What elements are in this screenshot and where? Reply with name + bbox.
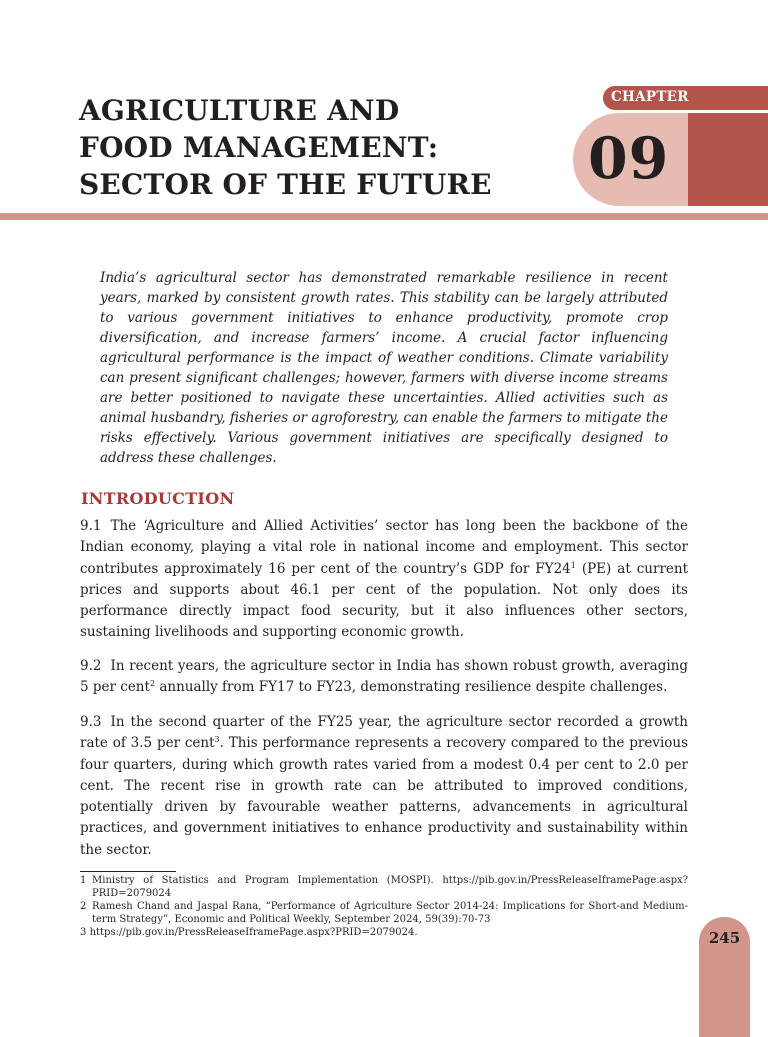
chapter-abstract: India’s agricultural sector has demonstrated remarkable resilience in recent years, marked by consistent growth rates. This stability can be largely attributed to various government initiatives to enhance productivity, promote crop diversification, and increase farmers’ income. A crucial factor influencing agricultural performance is the impact of weather conditions. Climate variability can present significant challenges; however, farmers with diverse income streams are better positioned to navigate these uncertainties. Allied activities such as animal husbandry, fisheries or agroforestry, can enable the farmers to mitigate the risks effectively. Various government initiatives are specifically designed to address these challenges.: [100, 270, 668, 466]
paragraph-number: 9.3: [80, 714, 102, 730]
chapter-title: [79, 92, 492, 203]
paragraph-number: 9.2: [80, 658, 102, 674]
chapter-title-line-1: AGRICULTURE AND: [79, 94, 400, 127]
paragraph-9-3: [80, 712, 688, 861]
footnote-number: 2: [80, 901, 87, 912]
page-number: 245: [708, 929, 741, 947]
chapter-title-line-3: SECTOR OF THE FUTURE: [79, 168, 492, 201]
footnote-ref[interactable]: 2: [149, 679, 156, 689]
paragraph-9-2: [80, 656, 688, 699]
footnote-text[interactable]: Ministry of Statistics and Program Implementation (MOSPI). https://pib.gov.in/PressReleaseIframePage.aspx?PRID=2079024: [92, 875, 688, 899]
footnote-1: [80, 874, 688, 900]
paragraph-number: 9.1: [80, 518, 102, 534]
paragraph-text: (PE) at current prices and supports about 46.1 per cent of the population. Not only does its performance directly impact food security, but it also influences other sectors, sustaining livelihoods and supporting economic growth.: [80, 560, 689, 641]
footnote-ref[interactable]: 1: [570, 560, 576, 570]
footnote-3: [80, 926, 688, 939]
footnote-ref[interactable]: 3: [214, 735, 220, 745]
footnote-divider: [80, 871, 176, 872]
paragraph-text: In the second quarter of the FY25 year, the agriculture sector recorded a growth rate of 3.5 per cent: [80, 714, 688, 752]
chapter-color-block: [688, 113, 768, 206]
footnote-number: 3: [80, 927, 87, 938]
footnote-number: 1: [80, 875, 87, 886]
footnotes: [80, 874, 688, 939]
paragraph-text: The ‘Agriculture and Allied Activities’ sector has long been the backbone of the Indian economy, playing a vital role in national income and employment. This sector contributes approximately 16 per cent of the country’s GDP for FY24: [80, 518, 688, 577]
paragraph-text: In recent years, the agriculture sector in India has shown robust growth, averaging 5 per cent: [80, 658, 688, 696]
chapter-title-line-2: FOOD MANAGEMENT:: [79, 131, 439, 164]
footnote-text: Ramesh Chand and Jaspal Rana, “Performance of Agriculture Sector 2014-24: Implications for Short-and Medium-term Strategy”, Economic and Political Weekly, September 2024, 59(39):70-73: [92, 901, 688, 925]
header-divider: [0, 213, 768, 220]
section-heading-introduction: INTRODUCTION: [81, 489, 235, 508]
chapter-number: 09: [588, 125, 670, 192]
paragraph-9-1: [80, 516, 688, 644]
paragraph-text: annually from FY17 to FY23, demonstrating resilience despite challenges.: [155, 679, 668, 696]
footnote-2: [80, 900, 688, 926]
footnote-text[interactable]: https://pib.gov.in/PressReleaseIframePage.aspx?PRID=2079024.: [89, 927, 418, 938]
paragraph-text: . This performance represents a recovery compared to the previous four quarters, during which growth rates varied from a modest 0.4 per cent to 2.0 per cent. The recent rise in growth rate can be attributed to improved conditions, potentially driven by favourable weather patterns, advancements in agricultural practices, and government initiatives to enhance productivity and sustainability within the sector.: [80, 735, 689, 858]
chapter-label: CHAPTER: [611, 89, 689, 105]
